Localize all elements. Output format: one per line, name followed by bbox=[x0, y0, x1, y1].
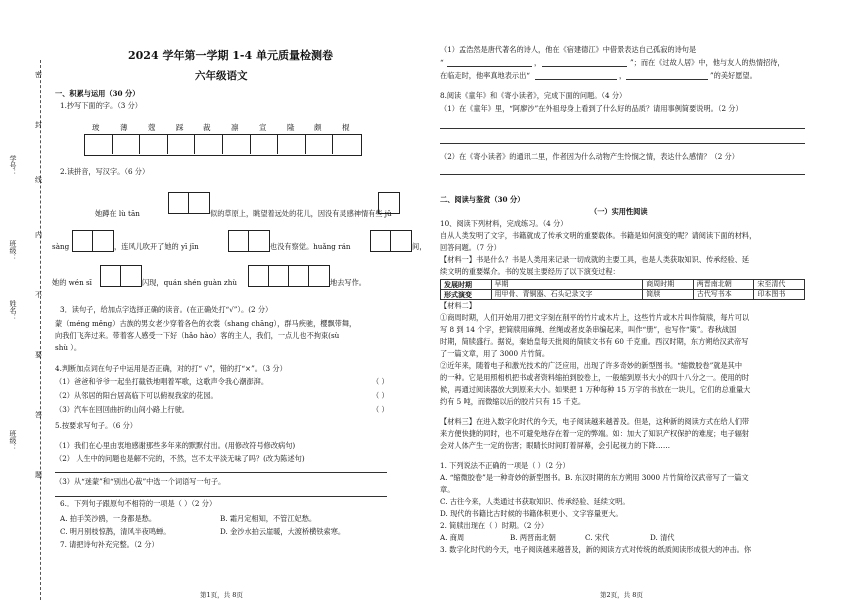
q4-prompt: 4.判断加点词在句子中运用是否正确，对的打“ √”，错的打“×”。（3 分） bbox=[55, 364, 287, 373]
q1-grid-cell-divider bbox=[194, 134, 195, 154]
q2-line3-b: 闪现，quán shén guàn zhù bbox=[142, 278, 237, 287]
material-3-line: 【材料三】在进入数字化时代的今天，电子阅读越来越普及。但是，这种新的阅读方式在给人们带 bbox=[440, 417, 750, 426]
section-2-subheading: （一）实用性阅读 bbox=[590, 207, 648, 216]
margin-tick: 密 bbox=[35, 71, 42, 79]
material-2-line: 候，再通过阅读器放大到原来大小。如果把 1 万种每种 15 万字的书放在一块儿，它们的总重量大 bbox=[440, 385, 751, 394]
q2-prompt: 2.读拼音，写汉字。（6 分） bbox=[60, 167, 150, 176]
poem-blank[interactable] bbox=[626, 79, 708, 80]
exam-title: 2024 学年第一学期 1-4 单元质量检测卷 bbox=[128, 49, 333, 62]
reading-q1-option[interactable]: 章。 bbox=[440, 485, 455, 494]
q10-prompt: 10、阅读下列材料，完成练习。（4 分） bbox=[440, 219, 568, 228]
margin-tick: 题 bbox=[35, 471, 42, 479]
q6-option-b[interactable]: B. 霜月定相知，不管江妃愁。 bbox=[220, 514, 317, 523]
q6-prompt: 6.．下列句子跟原句不相符的一项是（ ）（2 分） bbox=[60, 499, 217, 508]
q3-text: 蒙（méng měng）古族的男女老少穿着各色的衣裳（shang chāng），群马疾驰，樱飘带舞， bbox=[55, 319, 357, 328]
reading-q3: 3. 数字化时代的今天，电子阅读越来越普及，新的阅读方式对传统的纸质阅读形成很大的冲击。你 bbox=[440, 545, 752, 554]
p1-line1: （1）孟浩然是唐代著名的诗人，他在《宿建德江》中借景表达自己孤寂的诗句是 bbox=[440, 45, 697, 54]
p1-line3-c: ”的美好愿望。 bbox=[710, 71, 757, 80]
q1-char: 踩 bbox=[176, 123, 184, 132]
q4-answer-paren[interactable]: （ ） bbox=[372, 405, 389, 414]
reading-q2-option-b[interactable]: B. 两晋南北朝 bbox=[510, 533, 556, 542]
q1-char: 凛 bbox=[231, 123, 239, 132]
exam-subtitle: 六年级语文 bbox=[195, 70, 248, 82]
answer-line[interactable] bbox=[55, 472, 387, 473]
q5-item: （2） 人生中的问题也是解不完的，不然，岂不太平淡无味了吗？(改为陈述句) bbox=[55, 454, 305, 463]
material-2-line: 了一篇文章，用了 3000 片竹简。 bbox=[440, 349, 550, 358]
q8-2: （2）在《寄小读者》的通讯二里，作者因为什么动物产生怜悯之情，表达什么感情？（2 分） bbox=[440, 152, 739, 161]
student-id-label: 学号： bbox=[9, 155, 17, 176]
q1-grid-frame[interactable] bbox=[84, 134, 362, 156]
p1-line3-a: 在临走时，他率真地表示出“ bbox=[440, 71, 530, 80]
answer-line[interactable] bbox=[55, 496, 387, 497]
p1-line2-c: ”；而在《过故人居》中，他与友人的热情招待， bbox=[630, 58, 785, 67]
q1-grid-cell-divider bbox=[112, 134, 113, 154]
pinyin-box[interactable] bbox=[120, 265, 142, 287]
class-label-2: 班级： bbox=[9, 430, 17, 451]
q3-prompt: 3．读句子，给加点字选择正确的读音。(在正确处打“√”）。(2 分） bbox=[60, 305, 273, 314]
poem-blank[interactable] bbox=[447, 66, 532, 67]
q10-intro: 自从人类发明了文字，书籍就成了传承文明的重要载体。书籍是如何演变的呢？请阅读下面的材料， bbox=[440, 231, 757, 240]
name-label: 姓名： bbox=[9, 300, 17, 321]
margin-tick: 内 bbox=[35, 231, 42, 239]
q4-item: （3）汽车在回回曲折的山间小路上行驶。 bbox=[55, 405, 189, 414]
material-1: 【材料一】书是什么？书是人类用来记录一切成就的主要工具，也是人类获取知识、传承经验、延 bbox=[440, 255, 750, 264]
q1-char: 宣 bbox=[259, 123, 267, 132]
answer-line[interactable] bbox=[440, 174, 805, 175]
q2-line3-c: 地去写作。 bbox=[330, 278, 366, 287]
material-2-line: 时期，简牍盛行。据说，秦始皇每天批阅的简牍文书有 60 千克重。西汉时期，东方朔给汉武帝写 bbox=[440, 337, 749, 346]
q1-grid-cell-divider bbox=[250, 134, 251, 154]
reading-q1-option[interactable]: A. “缩微胶卷”是一种奇妙的新型图书。B. 东汉时期的东方朔用 3000 片竹简给汉武帝写了一篇文 bbox=[440, 473, 749, 482]
material-2-line: ①商周时期，人们开始用刀把文字刻在削平的竹片或木片上，这些竹片或木片叫作简牍，每片可以 bbox=[440, 313, 750, 322]
margin-tick: 线 bbox=[35, 176, 42, 184]
p1-line2-b: ， bbox=[534, 58, 542, 67]
q1-prompt: 1.抄写下面的字。（3 分） bbox=[60, 101, 142, 110]
q1-grid-cell-divider bbox=[167, 134, 168, 154]
page-footer-left: 第1页，共 8页 bbox=[200, 591, 243, 599]
table-cell: 早期 bbox=[491, 280, 643, 290]
poem-blank[interactable] bbox=[535, 79, 617, 80]
pinyin-box[interactable] bbox=[92, 230, 114, 252]
q6-option-c[interactable]: C. 明月别枝惊鹊，清风半夜鸣蝉。 bbox=[60, 527, 171, 536]
material-3-line: 来方便快捷的同时，也不可避免地存在着一定的弊端。如：加大了知识产权保护的难度；电子辐射 bbox=[440, 429, 750, 438]
table-cell: 发展时期 bbox=[441, 280, 492, 290]
q2-line2-d: 间， bbox=[412, 242, 427, 251]
table-cell: 两晋南北朝 bbox=[693, 280, 754, 290]
table-cell: 用甲骨、青铜器、石头记录文字 bbox=[491, 290, 643, 300]
pinyin-box[interactable] bbox=[308, 265, 330, 287]
q4-answer-paren[interactable]: （ ） bbox=[372, 391, 389, 400]
pinyin-box[interactable] bbox=[268, 265, 290, 287]
margin-tick: 答 bbox=[35, 411, 42, 419]
q2-line2-a: sàng bbox=[52, 242, 70, 251]
reading-q2-option-d[interactable]: D. 清代 bbox=[650, 533, 675, 542]
q1-char: 薄 bbox=[120, 123, 128, 132]
pinyin-box[interactable] bbox=[188, 192, 210, 214]
q3-text: 向我们飞奔过来。带着客人感受一下好（hǎo hào）客的主人，我们，一点儿也不拘束(sù bbox=[55, 331, 340, 340]
q6-option-a[interactable]: A. 拍手笑沙鸥，一身都是愁。 bbox=[60, 514, 157, 523]
pinyin-box[interactable] bbox=[390, 230, 412, 252]
p1-line2-a: “ bbox=[440, 58, 444, 67]
class-label: 班级： bbox=[9, 240, 17, 261]
answer-line[interactable] bbox=[440, 128, 805, 129]
q1-grid-cell-divider bbox=[222, 134, 223, 154]
q8-1: （1）在《童年》里，“阿廖沙”在外祖母身上看到了什么好的品质？请用事例简要说明。（2 分） bbox=[440, 104, 743, 113]
q4-item: （1）爸爸和爷爷一起坐打截铁地唱着军歌，这歌声令我心潮澎湃。 bbox=[55, 377, 269, 386]
q6-option-d[interactable]: D. 金沙水拍云崖暖，大渡桥横铁索寒。 bbox=[220, 527, 346, 536]
material-1: 续文明的重要媒介。书的发展主要经历了以下演变过程： bbox=[440, 267, 620, 276]
table-row bbox=[441, 280, 805, 290]
table-cell: 印本图书 bbox=[754, 290, 805, 300]
q3-text: shù ）。 bbox=[55, 343, 82, 352]
table-cell: 古代写书本 bbox=[693, 290, 754, 300]
material-2-line: 约有 5 吨，而微缩以后的胶片只有 15 千克。 bbox=[440, 397, 586, 406]
reading-q1-option[interactable]: D. 现代的书籍比古时候的书籍体积更小、文字容量更大。 bbox=[440, 509, 623, 518]
reading-q1: 1. 下列说法不正确的一项是（ ）（2 分） bbox=[440, 461, 570, 470]
pinyin-box[interactable] bbox=[168, 192, 190, 214]
section-1-heading: 一、积累与运用（30 分） bbox=[55, 89, 140, 98]
book-evolution-table bbox=[440, 279, 805, 300]
pinyin-box[interactable] bbox=[288, 265, 310, 287]
q2-line3-a: 她的 wén sī bbox=[52, 278, 92, 287]
q7-prompt: 7. 请把诗句补充完整。（2 分） bbox=[60, 540, 159, 549]
material-2-line: ②近年来，随着电子和激光技术的广泛应用，出现了许多奇妙的新型图书。“缩微胶卷”就是其中 bbox=[440, 361, 743, 370]
margin-tick: 不 bbox=[35, 291, 42, 299]
q1-char: 颇 bbox=[314, 123, 322, 132]
q5-item: （1）我们在心里由衷地感谢那些多年来的默默付出。(用修改符号修改病句) bbox=[55, 441, 296, 450]
q2-line2-c: 也没有察觉。huǎng rán bbox=[270, 242, 351, 251]
pinyin-box[interactable] bbox=[100, 265, 122, 287]
pinyin-box[interactable] bbox=[248, 230, 270, 252]
q1-char: 玻 bbox=[92, 123, 100, 132]
q1-char: 棍 bbox=[342, 123, 350, 132]
q2-line1-post: 似的草原上，眺望着远处的花儿，因没有灵感神情有些 jǔ bbox=[210, 209, 392, 218]
reading-q2: 2. 简牍出现在（ ）时期。（2 分） bbox=[440, 521, 549, 530]
poem-blank[interactable] bbox=[542, 66, 627, 67]
q10-intro: 回答问题。（7 分） bbox=[440, 243, 501, 252]
table-cell: 形式演变 bbox=[441, 290, 492, 300]
pinyin-box[interactable] bbox=[72, 230, 94, 252]
q1-char: 隆 bbox=[287, 123, 295, 132]
q4-item: （2）从邻居的阳台居高临下可以俯视我家的花园。 bbox=[55, 391, 218, 400]
table-row bbox=[441, 290, 805, 300]
pinyin-box[interactable] bbox=[370, 230, 392, 252]
reading-q2-option-c[interactable]: C. 宋代 bbox=[585, 533, 610, 542]
q8-prompt: 8.阅读《童年》和《寄小读者》，完成下面的问题。（4 分） bbox=[440, 91, 627, 100]
q4-answer-paren[interactable]: （ ） bbox=[372, 377, 389, 386]
material-2-heading: 【材料二】 bbox=[440, 301, 476, 310]
q1-grid-cell-divider bbox=[277, 134, 278, 154]
reading-q2-option-a[interactable]: A. 商周 bbox=[440, 533, 465, 542]
q1-char: 蔻 bbox=[148, 123, 156, 132]
q1-grid-cell-divider bbox=[332, 134, 333, 154]
page-footer-right: 第2页，共 8页 bbox=[600, 591, 643, 599]
table-cell: 简牍 bbox=[643, 290, 694, 300]
table-cell: 商周时期 bbox=[643, 280, 694, 290]
q5-item: （3）从“迷蒙”和“别出心裁”中选一个词语写一句子。 bbox=[55, 477, 226, 486]
reading-q1-option[interactable]: C. 古往今来，人类通过书获取知识、传承经验、延续文明。 bbox=[440, 497, 630, 506]
material-2-line: 的一种。它是用照相机把书或者资料缩拍到胶卷上，一般缩到原书大小的四十八分之一。使用的时 bbox=[440, 373, 750, 382]
table-cell: 宋至清代 bbox=[754, 280, 805, 290]
q1-grid-cell-divider bbox=[139, 134, 140, 154]
p1-line3-b: ， bbox=[619, 71, 627, 80]
margin-tick: 要 bbox=[35, 351, 42, 359]
pinyin-box[interactable] bbox=[248, 265, 270, 287]
pinyin-box[interactable] bbox=[228, 230, 250, 252]
q2-line2-b: ，连风儿吹开了她的 yī jīn bbox=[114, 242, 199, 251]
q1-grid-cell-divider bbox=[305, 134, 306, 154]
margin-tick: 封 bbox=[35, 121, 42, 129]
material-2-line: 写 8 到 14 个字，把简牍用麻绳、丝绳或者皮条串编起来，叫作“册”，也写作“策”。春秋战国 bbox=[440, 325, 737, 334]
answer-line[interactable] bbox=[440, 143, 805, 144]
q1-char: 裁 bbox=[203, 123, 211, 132]
binding-line bbox=[40, 60, 41, 600]
material-3-line: 会对人体产生一定的伤害；眼睛长时间盯着屏幕，会引起视力的下降…… bbox=[440, 441, 671, 450]
q5-prompt: 5.按要求写句子。（6 分） bbox=[55, 421, 137, 430]
q2-line1-pre: 她蹲在 lù tān bbox=[95, 209, 140, 218]
section-2-heading: 二、阅读与鉴赏（30 分） bbox=[440, 195, 525, 204]
